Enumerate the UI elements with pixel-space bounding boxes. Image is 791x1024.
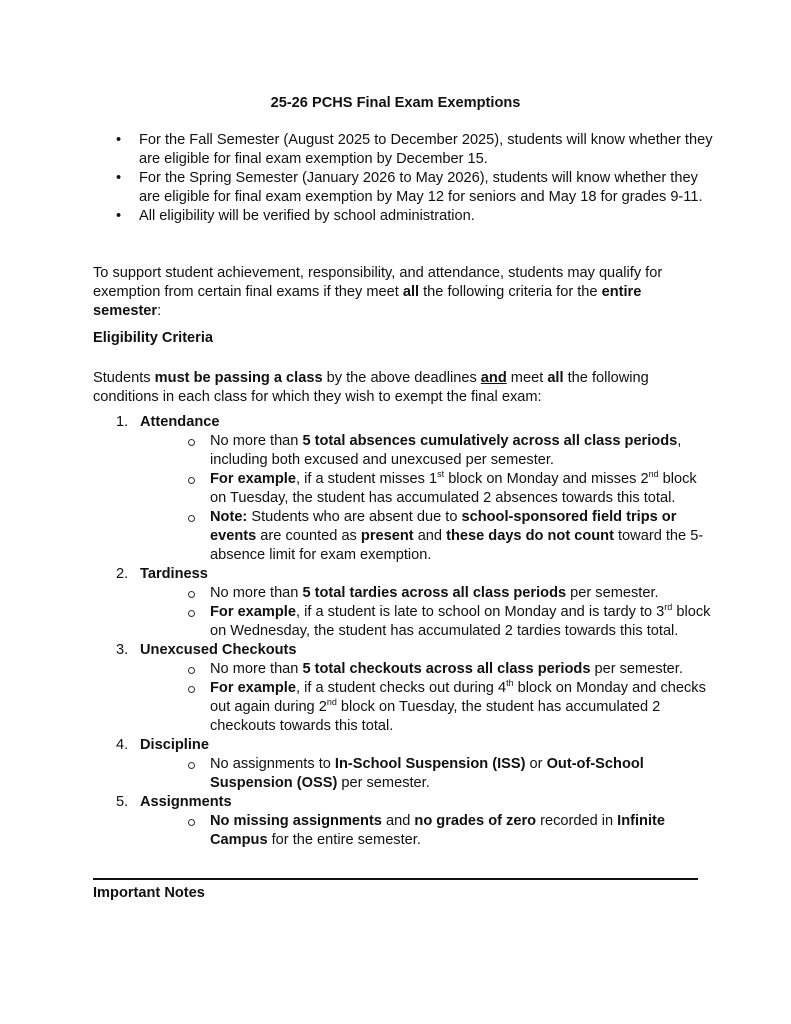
- eligibility-heading: Eligibility Criteria: [93, 330, 214, 346]
- intro-bold-all: all: [402, 284, 420, 300]
- intro-text-2: the following criteria for the: [419, 284, 602, 300]
- sub-text: No more than: [210, 433, 303, 449]
- criterion-number: 4.: [116, 737, 129, 753]
- intro-bold-entire-semester: entire semester: [93, 284, 642, 319]
- criterion-sublist: [140, 584, 716, 641]
- sub-text: recorded in: [536, 813, 618, 829]
- sub-text: per semester.: [590, 661, 683, 677]
- bullet-spring: • For the Spring Semester (January 2026 to May 2026), students will know whether they are eligible for final exam exemption by May 12 for seniors and May 18 for grades 9-11.: [116, 169, 716, 207]
- passing-underline-and: and: [480, 370, 507, 386]
- criterion-number: 3.: [116, 642, 129, 658]
- sub-bold: 5 total tardies across all class periods: [302, 585, 567, 601]
- passing-text-1: Students: [93, 370, 155, 386]
- ordinal-sup: th: [506, 678, 514, 689]
- sub-text: No assignments to: [210, 756, 335, 772]
- criterion-number: 5.: [116, 794, 129, 810]
- sub-bold: present: [360, 528, 414, 544]
- ordinal-sup: nd: [648, 469, 659, 480]
- intro-text-1: To support student achievement, responsibility, and attendance, students may qualify for exemption from certain final exams if they meet: [93, 265, 663, 300]
- sub-item: [186, 755, 716, 793]
- ordinal-sup: st: [437, 469, 445, 480]
- sub-text: block on Wednesday, the student has accumulated 2 tardies towards this total.: [210, 604, 711, 639]
- sub-text: Students who are absent due to: [247, 509, 462, 525]
- sub-text: toward the 5-absence limit for exam exemption.: [210, 528, 704, 563]
- sub-item: [186, 584, 716, 603]
- criterion-sublist: [140, 432, 716, 565]
- sub-bold: these days do not count: [446, 528, 614, 544]
- sub-text: , if a student misses 1: [295, 471, 438, 487]
- bullet-verify: • All eligibility will be verified by school administration.: [116, 207, 716, 226]
- sub-bold: no grades of zero: [414, 813, 537, 829]
- sub-text: No more than: [210, 585, 303, 601]
- passing-text-3: meet: [506, 370, 548, 386]
- sub-bold: Note:: [210, 509, 248, 525]
- passing-bold-all: all: [547, 370, 564, 386]
- sub-item: [186, 812, 716, 850]
- semester-bullets: [116, 131, 716, 226]
- sub-text: or: [525, 756, 547, 772]
- criterion-title: Tardiness: [140, 566, 208, 582]
- sub-text: block on Tuesday, the student has accumulated 2 absences towards this total.: [210, 471, 697, 506]
- sub-bold: school-sponsored field trips or events: [210, 509, 677, 544]
- sub-item: [186, 432, 716, 470]
- sub-text: block on Tuesday, the student has accumulated 2 checkouts towards this total.: [210, 699, 661, 734]
- criterion-sublist: [140, 755, 716, 793]
- intro-text-3: :: [157, 303, 162, 319]
- bullet-fall: • For the Fall Semester (August 2025 to December 2025), students will know whether they are eligible for final exam exemption by December 15.: [116, 131, 716, 169]
- passing-paragraph: [93, 369, 713, 407]
- criterion-number: 1.: [116, 414, 129, 430]
- sub-text: for the entire semester.: [267, 832, 421, 848]
- passing-text-4: the following conditions in each class for which they wish to exempt the final exam:: [93, 370, 649, 405]
- criterion-sublist: [140, 812, 716, 850]
- sub-bold: For example: [210, 604, 296, 620]
- sub-item: [186, 679, 716, 736]
- sub-item: [186, 508, 716, 565]
- document-title: 25-26 PCHS Final Exam Exemptions: [270, 95, 521, 111]
- sub-text: block on Monday and checks out again during 2: [210, 680, 706, 715]
- sub-bold: In-School Suspension (ISS): [334, 756, 526, 772]
- sub-text: , including both excused and unexcused per semester.: [210, 433, 682, 468]
- sub-text: and: [381, 813, 415, 829]
- sub-bold: 5 total absences cumulatively across all class periods: [302, 433, 678, 449]
- section-divider: [93, 878, 698, 880]
- criterion-assignments: [116, 793, 716, 850]
- sub-bold: For example: [210, 471, 296, 487]
- important-notes-heading: Important Notes: [93, 885, 205, 901]
- criterion-title: Discipline: [140, 737, 209, 753]
- criterion-sublist: [140, 660, 716, 736]
- criterion-title: Attendance: [140, 414, 220, 430]
- sub-text: , if a student checks out during 4: [295, 680, 507, 696]
- criterion-discipline: [116, 736, 716, 793]
- sub-text: No more than: [210, 661, 303, 677]
- sub-item: [186, 660, 716, 679]
- sub-text: , if a student is late to school on Monday and is tardy to 3: [295, 604, 665, 620]
- passing-bold-1: must be passing a class: [154, 370, 323, 386]
- sub-text: are counted as: [256, 528, 361, 544]
- sub-item: [186, 470, 716, 508]
- ordinal-sup: nd: [326, 697, 337, 708]
- criterion-title: Unexcused Checkouts: [140, 642, 297, 658]
- sub-bold: 5 total checkouts across all class periods: [302, 661, 591, 677]
- criterion-title: Assignments: [140, 794, 232, 810]
- sub-bold: No missing assignments: [210, 813, 382, 829]
- criterion-attendance: [116, 413, 716, 565]
- criterion-tardiness: [116, 565, 716, 641]
- sub-bold: Infinite Campus: [210, 813, 666, 848]
- sub-bold: Out-of-School Suspension (OSS): [210, 756, 644, 791]
- criterion-checkouts: [116, 641, 716, 736]
- criteria-list: [116, 413, 716, 850]
- sub-text: per semester.: [566, 585, 659, 601]
- ordinal-sup: rd: [664, 602, 673, 613]
- sub-bold: For example: [210, 680, 296, 696]
- criterion-number: 2.: [116, 566, 129, 582]
- passing-text-2: by the above deadlines: [322, 370, 481, 386]
- sub-text: per semester.: [337, 775, 430, 791]
- sub-text: block on Monday and misses 2: [444, 471, 649, 487]
- intro-paragraph: [93, 264, 713, 321]
- sub-text: and: [413, 528, 447, 544]
- sub-item: [186, 603, 716, 641]
